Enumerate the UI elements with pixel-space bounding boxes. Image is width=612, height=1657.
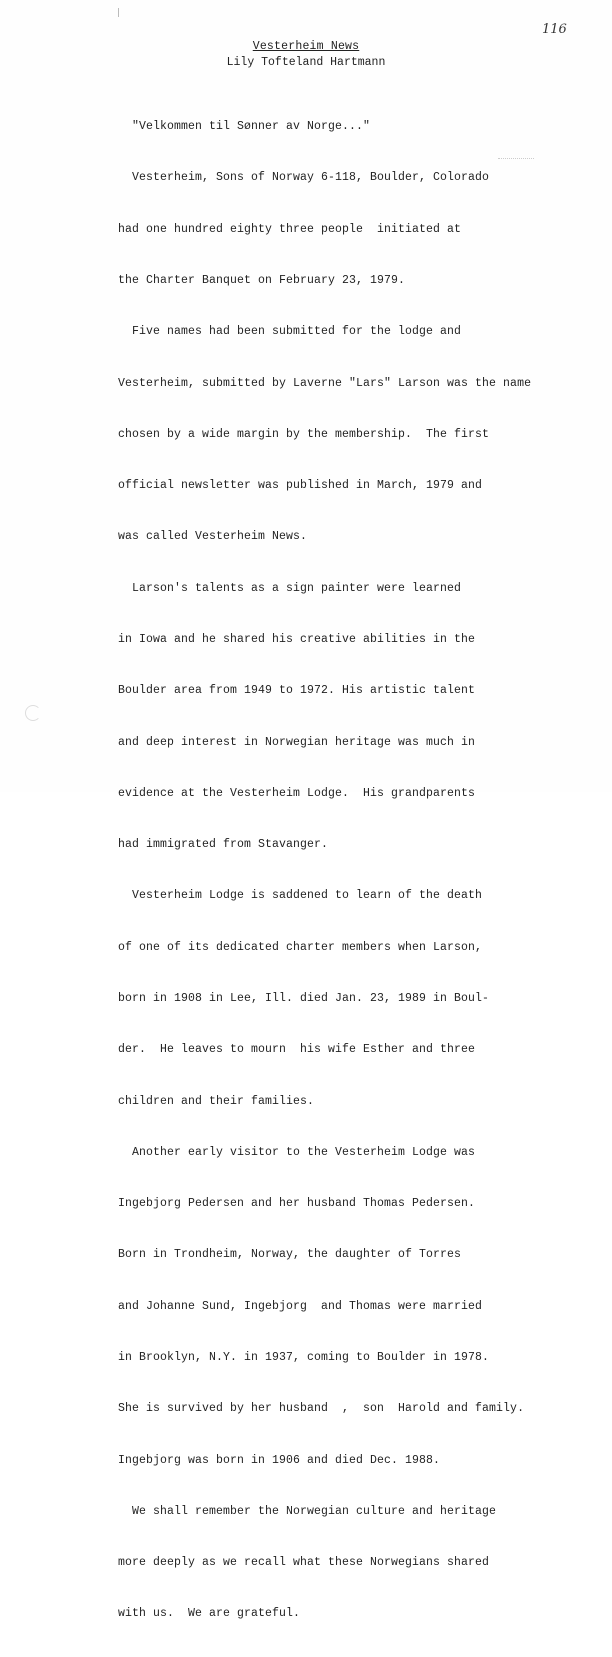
body-line: in Iowa and he shared his creative abilities in the	[118, 633, 476, 646]
article-title: Vesterheim News	[252, 40, 360, 53]
page-number: 116	[542, 22, 567, 37]
body-line: Vesterheim Lodge is saddened to learn of the death	[118, 889, 483, 903]
body-line: born in 1908 in Lee, Ill. died Jan. 23, 1989 in Boul-	[118, 991, 490, 1005]
body-line: had immigrated from Stavanger.	[118, 838, 329, 852]
body-line: She is survived by her husband , son Harold and family.	[118, 1402, 525, 1416]
body-line: in Brooklyn, N.Y. in 1937, coming to Boulder in 1978.	[118, 1350, 490, 1364]
body-line: Another early visitor to the Vesterheim Lodge was	[118, 1145, 476, 1159]
article-author: Lily Tofteland Hartmann	[226, 56, 386, 69]
body-line: with us. We are grateful.	[118, 1607, 301, 1621]
body-line: and Johanne Sund, Ingebjorg and Thomas were married	[118, 1299, 483, 1313]
body-line: Born in Trondheim, Norway, the daughter of Torres	[118, 1248, 462, 1262]
body-line: We shall remember the Norwegian culture and heritage	[118, 1504, 497, 1518]
punch-hole-mark	[25, 705, 41, 721]
body-line: the Charter Banquet on February 23, 1979.	[118, 274, 406, 288]
body-line: "Velkommen til Sønner av Norge..."	[118, 120, 371, 134]
body-line: children and their families.	[118, 1094, 315, 1108]
body-line: Vesterheim, Sons of Norway 6-118, Boulder, Colorado	[118, 171, 490, 185]
body-line: had one hundred eighty three people initiated at	[118, 222, 462, 236]
body-line: Larson's talents as a sign painter were learned	[118, 581, 462, 595]
article-body	[118, 84, 588, 1657]
body-line: of one of its dedicated charter members when Larson,	[118, 940, 483, 954]
body-line: der. He leaves to mourn his wife Esther and three	[118, 1043, 476, 1057]
body-line: evidence at the Vesterheim Lodge. His grandparents	[118, 786, 476, 800]
body-line: Five names had been submitted for the lodge and	[118, 325, 462, 339]
body-line: Vesterheim, submitted by Laverne "Lars" Larson was the name	[118, 376, 532, 390]
body-line: Ingebjorg Pedersen and her husband Thomas Pedersen.	[118, 1197, 476, 1211]
body-line: was called Vesterheim News.	[118, 530, 308, 544]
stray-mark	[118, 8, 119, 17]
body-line: Boulder area from 1949 to 1972. His artistic talent	[118, 684, 476, 698]
body-line: chosen by a wide margin by the membership. The first	[118, 427, 490, 441]
body-line: and deep interest in Norwegian heritage was much in	[118, 735, 476, 749]
body-line: official newsletter was published in March, 1979 and	[118, 479, 483, 493]
body-line: more deeply as we recall what these Norwegians shared	[118, 1556, 490, 1570]
body-line: Ingebjorg was born in 1906 and died Dec. 1988.	[118, 1453, 441, 1467]
